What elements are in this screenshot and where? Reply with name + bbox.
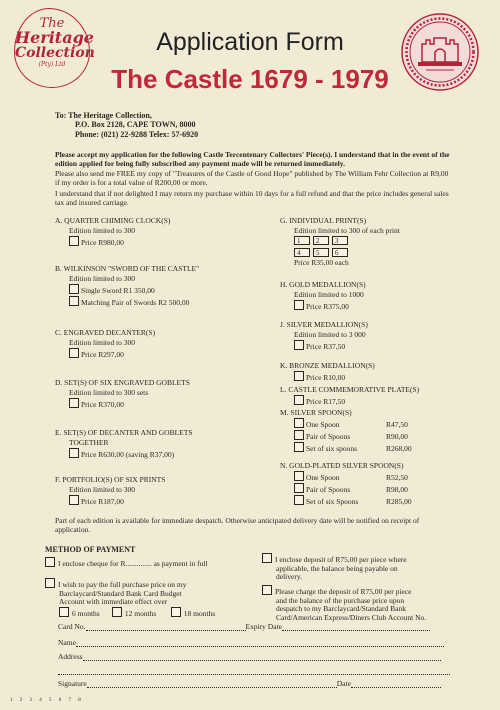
item-c-checkbox[interactable] xyxy=(69,348,79,358)
mailing-address: To: The Heritage Collection, P.O. Box 2128, CAPE TOWN, 8000 Phone: (021) 22-9288 Telex: 57-6920 xyxy=(55,111,199,139)
item-k-checkbox[interactable] xyxy=(294,371,304,381)
6-months-checkbox[interactable] xyxy=(59,607,69,617)
card-number-field[interactable] xyxy=(86,630,246,631)
item-n: N. GOLD-PLATED SILVER SPOON(S) One Spoon R52,50 Pair of Spoons R98,00 Set of six Spoons R285,00 xyxy=(280,461,412,506)
18-months-checkbox[interactable] xyxy=(171,607,181,617)
print-1-box[interactable]: 1 xyxy=(294,236,310,245)
date-field[interactable] xyxy=(351,687,441,688)
print-2-box[interactable]: 2 xyxy=(313,236,329,245)
item-d-checkbox[interactable] xyxy=(69,398,79,408)
item-m-six-checkbox[interactable] xyxy=(294,442,304,452)
intro-paragraph-1: Please accept my application for the following Castle Tercentenary Collectors' Piece(s). I understand that in the event of the edition applied for being fully subscribed any payment made will be returned immediately. xyxy=(55,150,450,168)
item-d: D. SET(S) OF SIX ENGRAVED GOBLETS Edition limited to 300 sets Price R370,00 xyxy=(55,378,190,409)
address-row: Address xyxy=(58,652,441,661)
item-h: H. GOLD MEDALLION(S) Edition limited to 1000 Price R375,00 xyxy=(280,280,366,311)
cheque-checkbox[interactable] xyxy=(45,557,55,567)
print-4-box[interactable]: 4 xyxy=(294,248,310,257)
payment-deposit: I enclose deposit of R75,00 per piece where applicable, the balance being payable on delivery. xyxy=(262,553,462,582)
item-n-six-checkbox[interactable] xyxy=(294,495,304,505)
name-row: Name xyxy=(58,638,444,647)
item-k: K. BRONZE MEDALLION(S) Price R10,00 xyxy=(280,361,375,382)
item-f-checkbox[interactable] xyxy=(69,495,79,505)
item-n-one-checkbox[interactable] xyxy=(294,471,304,481)
heritage-collection-logo: The Heritage Collection (Pty) Ltd xyxy=(14,8,90,88)
address-field-2[interactable] xyxy=(58,674,450,675)
signature-field[interactable] xyxy=(87,687,337,688)
item-b-pair-checkbox[interactable] xyxy=(69,296,79,306)
name-field[interactable] xyxy=(76,646,444,647)
print-3-box[interactable]: 3 xyxy=(332,236,348,245)
signature-row: Signature Date xyxy=(58,679,441,688)
page-title: Application Form xyxy=(156,28,344,56)
item-b-single-checkbox[interactable] xyxy=(69,284,79,294)
item-f: F. PORTFOLIO(S) OF SIX PRINTS Edition limited to 300 Price R187,00 xyxy=(55,475,166,506)
page-subtitle: The Castle 1679 - 1979 xyxy=(111,64,389,94)
item-c: C. ENGRAVED DECANTER(S) Edition limited to 300 Price R297,00 xyxy=(55,328,156,359)
item-e: E. SET(S) OF DECANTER AND GOBLETS TOGETHER Price R630,00 (saving R37,00) xyxy=(55,428,193,459)
item-g: G. INDIVIDUAL PRINT(S) Edition limited to 300 of each print 1 2 3 4 5 6 Price R35,00 each xyxy=(280,216,400,267)
delivery-note: Part of each edition is available for immediate despatch. Otherwise anticipated delivery date will be notified on receipt of application. xyxy=(55,516,420,534)
payment-heading: METHOD OF PAYMENT xyxy=(45,545,136,554)
deposit-checkbox[interactable] xyxy=(262,553,272,563)
payment-charge: Please charge the deposit of R75,00 per piece and the balance of the purchase price upon despatch to my Barclaycard/Standard Bank Card/American Express/Diners Club Account No. xyxy=(262,585,472,622)
payment-cheque: I enclose cheque for R.............. as payment in full xyxy=(45,557,245,569)
item-l: L. CASTLE COMMEMORATIVE PLATE(S) Price R17,50 xyxy=(280,385,420,406)
item-b: B. WILKINSON "SWORD OF THE CASTLE" Edition limited to 300 Single Sword R1 350,00 Matching Pair of Swords R2 500,00 xyxy=(55,264,200,307)
item-j: J. SILVER MEDALLION(S) Edition limited to 3 000 Price R37,50 xyxy=(280,320,368,351)
castle-seal-icon xyxy=(400,12,480,92)
card-number-row: Card No. Expiry Date xyxy=(58,622,430,631)
item-a-checkbox[interactable] xyxy=(69,236,79,246)
item-h-checkbox[interactable] xyxy=(294,300,304,310)
address-field[interactable] xyxy=(83,660,441,661)
item-m-one-checkbox[interactable] xyxy=(294,418,304,428)
print-5-box[interactable]: 5 xyxy=(313,248,329,257)
item-l-checkbox[interactable] xyxy=(294,395,304,405)
intro-paragraph-2: Please also send me FREE my copy of "Treasures of the Castle of Good Hope" published by The William Fehr Collection at R9,00 if my order is for a total value of R200,00 or more. xyxy=(55,169,449,187)
budget-checkbox[interactable] xyxy=(45,578,55,588)
item-m-pair-checkbox[interactable] xyxy=(294,430,304,440)
payment-budget: I wish to pay the full purchase price on my Barclaycard/Standard Bank Card Budget Account with immediate effect over 6 months 12 months 18 months xyxy=(45,578,245,618)
address-row-2 xyxy=(58,666,450,675)
item-m: M. SILVER SPOON(S) One Spoon R47,50 Pair of Spoons R90,00 Set of six spoons R268,00 xyxy=(280,408,412,453)
item-a: A. QUARTER CHIMING CLOCK(S) Edition limited to 300 Price R980,00 xyxy=(55,216,171,247)
item-j-checkbox[interactable] xyxy=(294,340,304,350)
item-e-checkbox[interactable] xyxy=(69,448,79,458)
item-n-pair-checkbox[interactable] xyxy=(294,483,304,493)
expiry-date-field[interactable] xyxy=(282,630,430,631)
footer-numbers: 1 2 3 4 5 6 7 8 xyxy=(10,698,84,703)
charge-checkbox[interactable] xyxy=(262,585,272,595)
12-months-checkbox[interactable] xyxy=(112,607,122,617)
print-6-box[interactable]: 6 xyxy=(332,248,348,257)
intro-paragraph-3: I understand that if not delighted I may return my purchase within 10 days for a full refund and that the price includes general sales tax and insured carriage. xyxy=(55,189,449,207)
